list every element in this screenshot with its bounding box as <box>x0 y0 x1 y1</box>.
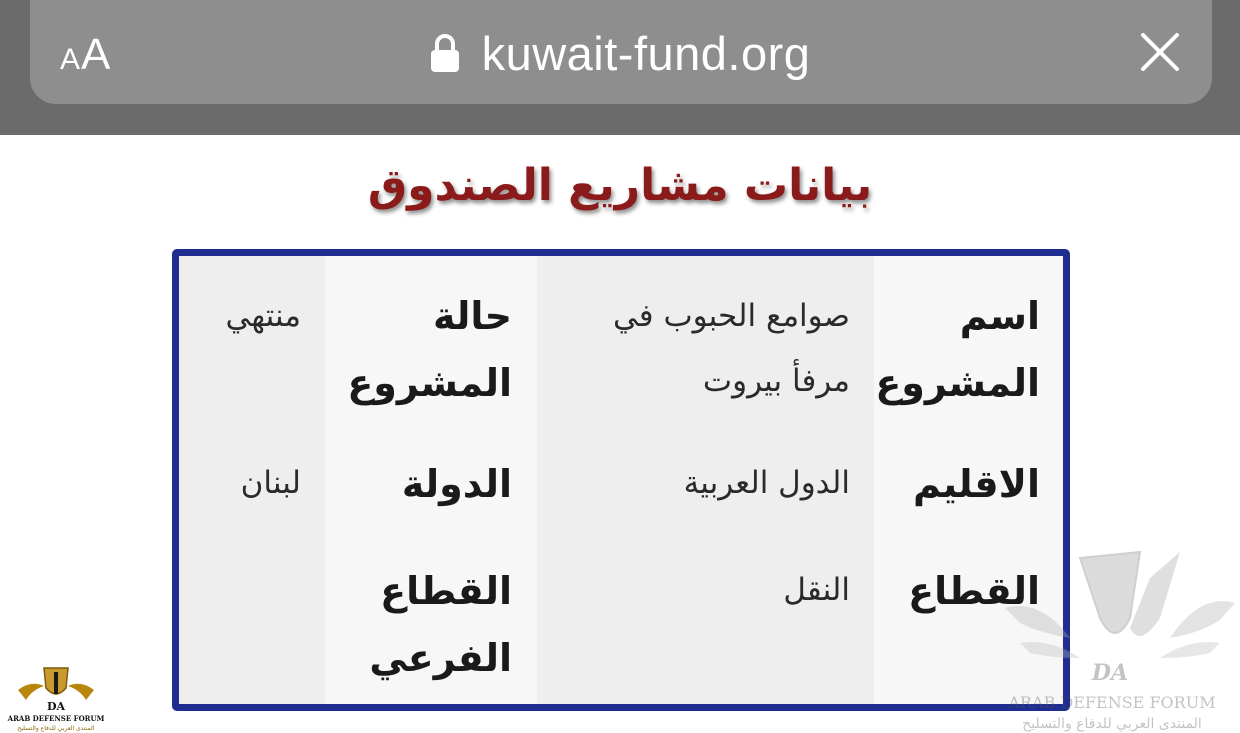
url-display[interactable] <box>430 26 811 81</box>
svg-text:ARAB DEFENSE FORUM: ARAB DEFENSE FORUM <box>1008 693 1216 712</box>
close-icon[interactable] <box>1138 30 1182 74</box>
url-text: kuwait-fund.org <box>481 26 811 80</box>
value-project-name: صوامع الحبوب في مرفأ بيروت <box>612 298 850 399</box>
page-title: بيانات مشاريع الصندوق <box>367 160 873 211</box>
text-size-button[interactable] <box>60 30 111 79</box>
svg-text:المنتدى العربي للدفاع والتسليح: المنتدى العربي للدفاع والتسليح <box>1022 716 1202 732</box>
lock-icon <box>430 33 460 73</box>
value-country: لبنان <box>240 465 301 501</box>
label-subsector: القطاع الفرعي <box>369 569 512 680</box>
value-sector: النقل <box>783 572 850 608</box>
svg-text:DA: DA <box>1091 660 1129 686</box>
forum-watermark-large <box>1000 548 1240 733</box>
text-size-big-glyph: A <box>81 30 111 79</box>
text-size-small-glyph: A <box>60 43 81 76</box>
project-data-table <box>172 249 1070 711</box>
svg-text:DA: DA <box>46 700 66 713</box>
value-project-status: منتهي <box>225 298 301 334</box>
label-project-status: حالة المشروع <box>347 294 512 405</box>
svg-text:المنتدى العربي للدفاع والتسليح: المنتدى العربي للدفاع والتسليح <box>17 725 95 732</box>
value-region: الدول العربية <box>683 465 850 501</box>
label-sector: القطاع <box>908 569 1040 613</box>
label-country: الدولة <box>401 462 512 506</box>
browser-toolbar <box>0 0 1240 135</box>
label-region: الاقليم <box>912 462 1040 506</box>
svg-text:ARAB DEFENSE FORUM: ARAB DEFENSE FORUM <box>7 714 105 723</box>
label-project-name: اسم المشروع <box>875 294 1040 405</box>
forum-logo-watermark <box>6 660 106 732</box>
